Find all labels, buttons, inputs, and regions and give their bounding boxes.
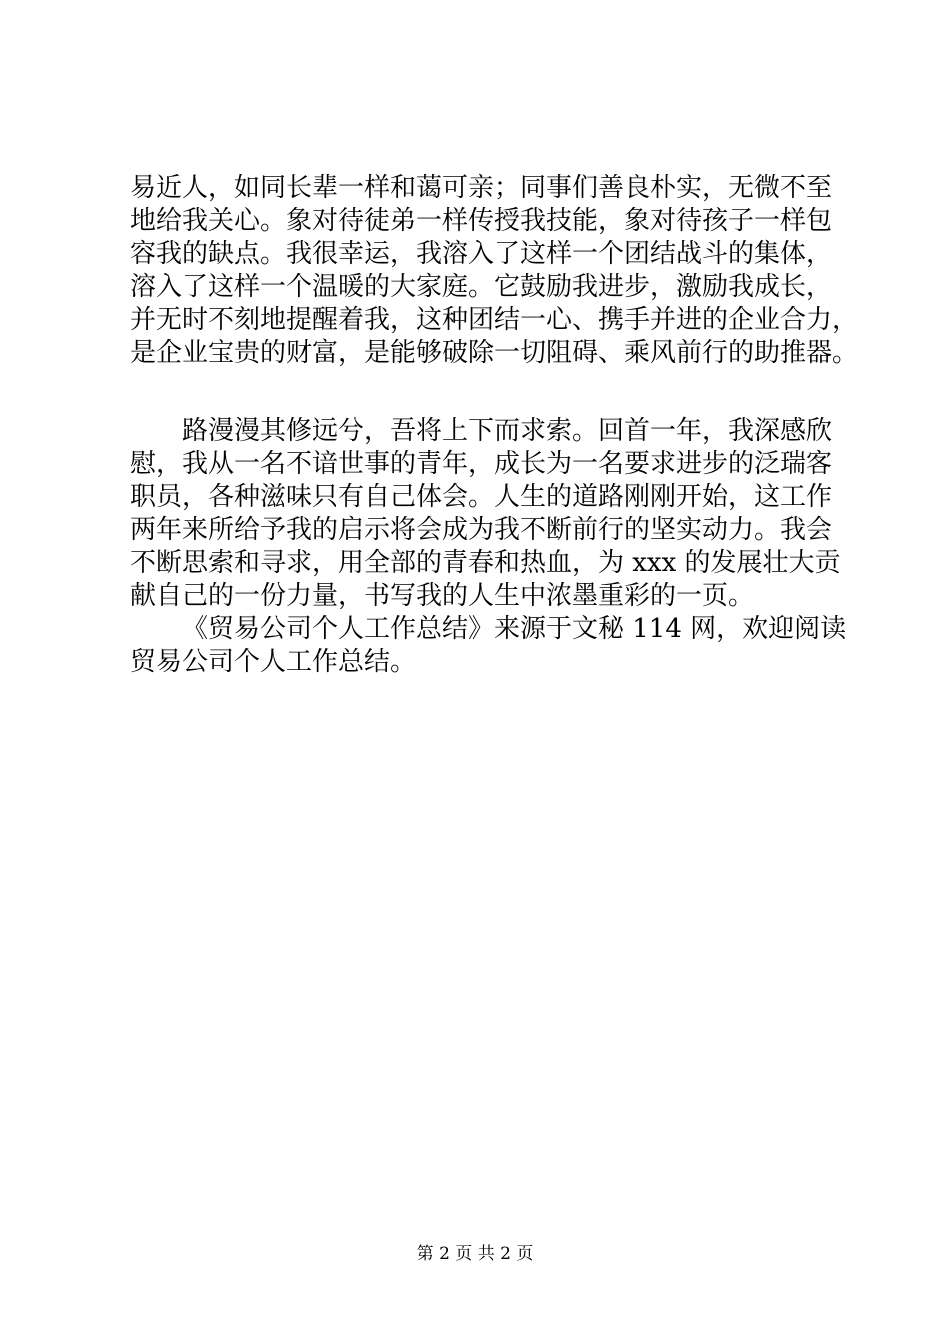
text-line: 贸易公司个人工作总结。	[130, 647, 417, 677]
page-footer: 第 2 页 共 2 页	[416, 1244, 534, 1264]
text-line: 《贸易公司个人工作总结》来源于文秘 114 网，欢迎阅读	[182, 614, 847, 644]
text-line: 职员，各种滋味只有自己体会。人生的道路刚刚开始，这工作	[130, 482, 833, 512]
paragraph-spacer	[130, 370, 850, 415]
text-line: 易近人，如同长辈一样和蔼可亲；同事们善良朴实，无微不至	[130, 173, 833, 203]
text-line: 献自己的一份力量，书写我的人生中浓墨重彩的一页。	[130, 581, 755, 611]
text-line: 溶入了这样一个温暖的大家庭。它鼓励我进步，激励我成长，	[130, 272, 833, 302]
text-line: 慰，我从一名不谙世事的青年，成长为一名要求进步的泛瑞客	[130, 449, 833, 479]
text-line: 并无时不刻地提醒着我，这种团结一心、携手并进的企业合力，	[130, 305, 859, 335]
text-line: 两年来所给予我的启示将会成为我不断前行的坚实动力。我会	[130, 515, 833, 545]
document-body	[130, 172, 859, 679]
text-line: 容我的缺点。我很幸运，我溶入了这样一个团结战斗的集体，	[130, 239, 833, 269]
text-line: 不断思索和寻求，用全部的青春和热血，为 xxx 的发展壮大贡	[130, 548, 841, 578]
text-line: 地给我关心。象对待徒弟一样传授我技能，象对待孩子一样包	[130, 206, 833, 236]
paragraph-3	[130, 613, 850, 679]
paragraph-1	[130, 172, 859, 370]
text-line: 是企业宝贵的财富，是能够破除一切阻碍、乘风前行的助推器。	[130, 338, 859, 368]
paragraph-2	[130, 415, 850, 613]
text-line: 路漫漫其修远兮，吾将上下而求索。回首一年，我深感欣	[182, 416, 833, 446]
